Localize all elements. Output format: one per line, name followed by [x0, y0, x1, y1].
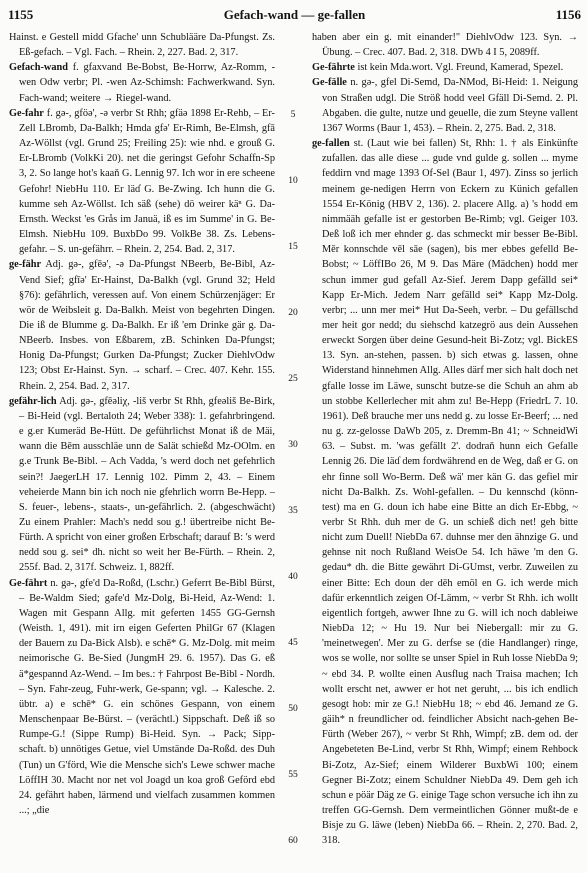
entry-headword: gefähr-lich: [9, 395, 57, 407]
line-number: 15: [288, 242, 298, 252]
line-number: 10: [288, 176, 298, 186]
line-number: 50: [288, 704, 298, 714]
entry-text: st. (Laut wie bei fallen) St, Rhh: 1. † als Einkünfte zufallen. das alle diese ... gude vnd gulde g. sollen ... myme feddirn vnd mage 1393 Of-Sel (Baur 1, 497). Zinss so jerlich meinem ge-nedigen Herrn von Eckern zu Künich gefallen 1554 Er-König (HBV 2, 136). 2. placere Allg. a) 's hodd em nimmääh gefalle ist er gestorben Be-Rimb; vgl. Geiger 103. Deß loß ich mer ehnder g. das schmeckt mir besser Be-Bibl. Mēr konnschde vēl sāe (sagen), bis mer ebbes gefelld Be-Bobst; ~ LöffIBo 26, M 9. Das Märe (Mädchen) hodd mer schun immer gud gefall Az-Sief. Jerem Dapp gefälld sei* Kapp Er-Mich. Jedem Narr gefälld sei* Kapp Mz-Dolg. verbr; ... unn mer mei* Hut Da-Seeh, verbr. – Du gefällschd mer heit gor nedd; du siehschd katzegrö aus dein Aussehen erweckt Sorgen über deine Gesund-heit Bi-Zotz; vgl. BickES 13. Syn. an-stehen, passen. b) sich etwas g. lassen, ohne Widerstand hinnehmen Allg. Alles därf mer sich halt doch net gfalle losse im Läwe, sunscht butze-se die Schuh an ahm ab un stobbe Kellerlecher mit ahm zu! Be-Hepp (FriedrL 7. 10. 1961). Deß brauche mer uns nedd g. zu losse Er-Beerf; ... ned nu g. zz-gelosse DaWb 205, z. Dremm-Bn 41; ~ SchneidWi 63. – Subst. m. 'was gefällt 2'. dodraň hunn eich Gefalle Lennig 26. Die läɗ dem fordwährend en de Weg, daß er G. on ehr finne soll Wo-Berm. Deß wä' mer kän G. das gefiel mir nicht Da-Balkh. Zs. Wohl-gefallen. – Du kennschd (könn-test) ma en G. doun ich habe eine Bitte an dich Er-Ebbg, ~ verbr St Rhh. duh mer de G. un schieß dich net! geh bitte nicht zum Duell! NiebDa 67. duhnse mer den ähnzige G. und gehnse nit noch Rußland WeisOe 54. Ich häwe 'm den G. gedau* dh. die Bitte gewährt Di-GUmst, verbr. Zuweilen zu einer Bitte: Ech doun der dēh emöl en G. ich werde mich dafür erkenntlich zeigen Of-Lämm, ~ verbr St Rhh. ich wollt eigentlich fortgeh, awwer Ihne zu G. will ich noch dableiwe NiebDa 12; ~ Hu 19. Nur bei Niebergall: mir zu G. 'meinetwegen'. Mer zu G. derfse se (die Handlanger) ringe, wos se wolle, nor sollte se unser Spiel in Ruh losse NiebDa 9; ~ ebd 34. P. wollte einen Ausflug nach Traisa machen; Ich wollt erscht net, awwer er hot net geruht, ... bis ich endlich gesogt hob: mir ze G.! NiebHu 18; ~ ebd 46. Jemand ze G. gäih* n freundlicher od. feindlicher Absicht nach-gehen Be-Fürth (Weber 267), ~ verbr St Rhh, Wimpf; zB. dem od. der Angebeteten Be-Lind, verbr St Rhh, Wimpf; einem Rehbock Bi-Zotz, Az-Sief; einem Wilderer BuxbWi 100; einem Gegner Bi-Zotz; einem Schuldner NiebDa 49. Dem geh ich schun e pöär Däg ze G. einige Tage schon versuche ich ihn zu treffen GG-Gernsh. Dem vermeintlichen Gönner mußt-de e Bisje zu G. läwe (leben) NiebDa 66. – Rhein. 2, 270. Bad. 2, 318.: [322, 138, 578, 847]
line-number: 20: [288, 308, 298, 318]
entry-text: Adj. gə-, gfēəliχ, -liš verbr St Rhh, gfeəliš Be-Birk, – Bi-Heid (vgl. Bertaloth 24; Weber 338): 1. gefahrbringend. e g.er Kumeräd Be-Hütt. De geführlichst Monat iß de Mäi, wann die Bēm ausschläe unn de Salät schießd Mz-OOlm. en g.e Trunk Be-Bibl. – Ach Vadda, 's werd doch net gefehrlich sein?! JaegerLH 17. Lennig 102. Pimm 2, 43. – Einem veheierde Mann bin ich noch nie gfehrlich worrn Be-Hepp. – S. feuer-, lebens-, staats-, un-gefährlich. 2. (abgeschwächt) Zu einem Prahler: Mach's nedd sou g.! übertreibe nicht Be-Fürth. A spricht von einer großen Erbschaft; darauf B: 's werd nedd sou g. sei* dh. nicht so weit her Be-Fürth. – Rhein. 2, 255f. Bad. 2, 317f. Schweiz. 1, 882ff.: [19, 395, 275, 574]
entry-headword: Ge-fahr: [9, 107, 44, 119]
entry-headword: ge-fähr: [9, 259, 42, 271]
entry-headword: ge-fallen: [312, 138, 350, 150]
line-number: 40: [288, 572, 298, 582]
line-number: 60: [288, 836, 298, 846]
line-number: 25: [288, 374, 298, 384]
dictionary-entry: [9, 576, 275, 819]
entry-text: n. gə-, gfel Di-Semd, Da-NMod, Bi-Heid: 1. Neigung von Straßen udgl. Die Ströß hodd veel Gfäll Di-Semd. 2. Pl. Abgaben. die gulte, nutze und geuelle, die zum Steyne vallent 1367 Worms (Baur 1, 453). – Rhein. 2, 275. Bad. 2, 318.: [322, 77, 578, 134]
line-number: 30: [288, 440, 298, 450]
entry-text: haben aber ein g. mit einander!" DiehlvOdw 123. Syn. → Übung. – Crec. 407. Bad. 2, 318. DWb 4 I 5, 2089ff.: [312, 32, 578, 59]
dictionary-entry: [9, 394, 275, 576]
entry-headword: Gefach-wand: [9, 62, 68, 74]
line-number: 45: [288, 638, 298, 648]
line-number: 55: [288, 770, 298, 780]
page-number-left: 1155: [8, 7, 34, 22]
dictionary-entry: [312, 30, 578, 60]
dictionary-entry: [9, 60, 275, 105]
dictionary-entry: [312, 136, 578, 848]
entry-headword: Ge-fährt: [9, 577, 48, 589]
page-number-right: 1156: [555, 7, 581, 22]
left-column: [9, 30, 275, 868]
line-number: 5: [290, 110, 296, 120]
dictionary-entry: [9, 257, 275, 393]
dictionary-entry: [9, 30, 275, 60]
entry-text: f. gfaxvand Be-Bobst, Be-Horrw, Az-Romm, -wen Odw verbr; Pl. -wen Az-Schimsh: Fachwerkwand. Syn. Fach-wand; weitere → Riegel-wand.: [19, 62, 275, 104]
entry-text: Adj. gə-, gfēə', -ə Da-Pfungst NBeerb, Be-Bibl, Az-Vend Sief; gfīə' Er-Hainst, Da-Balkh (vgl. Grund 32; Held §76): gefährlich, veressen auf. Von einem Schürzenjäger: Er wör de Weibsleit g. Da-Balkh. Meist von begehrten Dingen. Die iß de Blumme g. Da-Balkh. Er iß 'em Drinke gär g. Da-NBeerb. Insbes. von Eßbarem, zB. Schinken Da-Pfungst; Honig Da-Pfungst; Gurken Da-Pfungst; Zucker DiehlvOdw 123; Obst Er-Hainst. Syn. → scharf. – Crec. 407. Kehr. 155. Rhein. 2, 254. Bad. 2, 317.: [19, 259, 275, 392]
entry-text: Hainst. e Gestell midd Gfache' unn Schublääre Da-Pfungst. Zs. Eß-gefach. – Vgl. Fach. – Rhein. 2, 227. Bad. 2, 317.: [9, 32, 275, 59]
line-number-gutter: [281, 30, 305, 868]
entry-headword: Ge-fährte: [312, 62, 355, 74]
dictionary-entry: [312, 60, 578, 75]
dictionary-entry: [9, 106, 275, 258]
running-title: Gefach-wand — ge-fallen: [223, 7, 366, 22]
entry-text: n. gə-, gfe'd Da-Roßd, (Lschr.) Geferrt Be-Bibl Bürst, – Be-Waldm Sied; gəfe'd Mz-Dolg, Bi-Heid, Az-Wend: 1. Wagen mit Gespann Allg. mit geferten 1455 GG-Gernsh (Weisth. 1, 491). mit irn eigen Geferten PhilGr 67 (Klagen der Bauern zu Da-Bick Alsb). e schē* G. Mz-Dolg. mit meim neimorische G. Be-Sied (JungmH 29. 6. 1957). Das G. eß ä*gespannd Az-Wend. – Im bes.: † Fahrpost Be-Bibl - Nordh. – Syn. Fahr-zeug, Fuhr-werk, Ge-spann; vgl. → Kalesche. 2. übtr. a) e schē* G. ein schönes Gespann, von einem Menschenpaar Be-Bürst. – (verächtl.) Sippschaft. Deß iß so Rumpe-G.! (Sippe Rump) Bi-Heid. Syn. → Pack; Sipp-schaft. b) unnötiges Getue, viel Umstände Da-Roßd. des Duh (Tun) un G'förd, Wie die Mensche sich's Lewe schwer mache LöffIH 30. Macht nor net vol Joagd un koa groß Geförd ebd 24. gefährt haben, lärmend und vielfach zusammen kommen ...; „die: [19, 577, 275, 816]
page-header: [8, 4, 581, 26]
entry-text: ist kein Mda.wort. Vgl. Freund, Kamerad, Spezel.: [354, 62, 564, 74]
line-number: 35: [288, 506, 298, 516]
entry-text: f. gə-, gföə', -ə verbr St Rhh; gfäə 1898 Er-Rehb, – Er-Zell LBromb, Da-Balkh; Hmda gfə' Er-Rimh, Be-Elmsh, gfā Az-Wöllst (vgl. Grund 25; Freiling 25): wie nhd. e grouß G. Er-LBromb (VolkKi 20). net die geringst Gefohr Schaffn-Sp 3, 2. So lange hot's kaaň G. Lennig 97. Ich wor in ere scheene Gefohr! NiebHu 110. Er läɗ G. Be-Zwing. Ich hunn die G. kumme seh Az-Wöllst. Ich säß (sehe) dö weirer käⁿ G. Da-Ernsth. Weckst 'es Grås im Januä, iß es im Summe' in G. Be-Elmsh. NiebHu 109. BuxbDo 99. VolkBe 38. Zs. Lebens-gefahr. – S. un-gefährr. – Rhein. 2, 254. Bad. 2, 317.: [19, 107, 275, 256]
entry-headword: Ge-fälle: [312, 77, 347, 89]
dictionary-entry: [312, 75, 578, 136]
right-column: [312, 30, 578, 868]
